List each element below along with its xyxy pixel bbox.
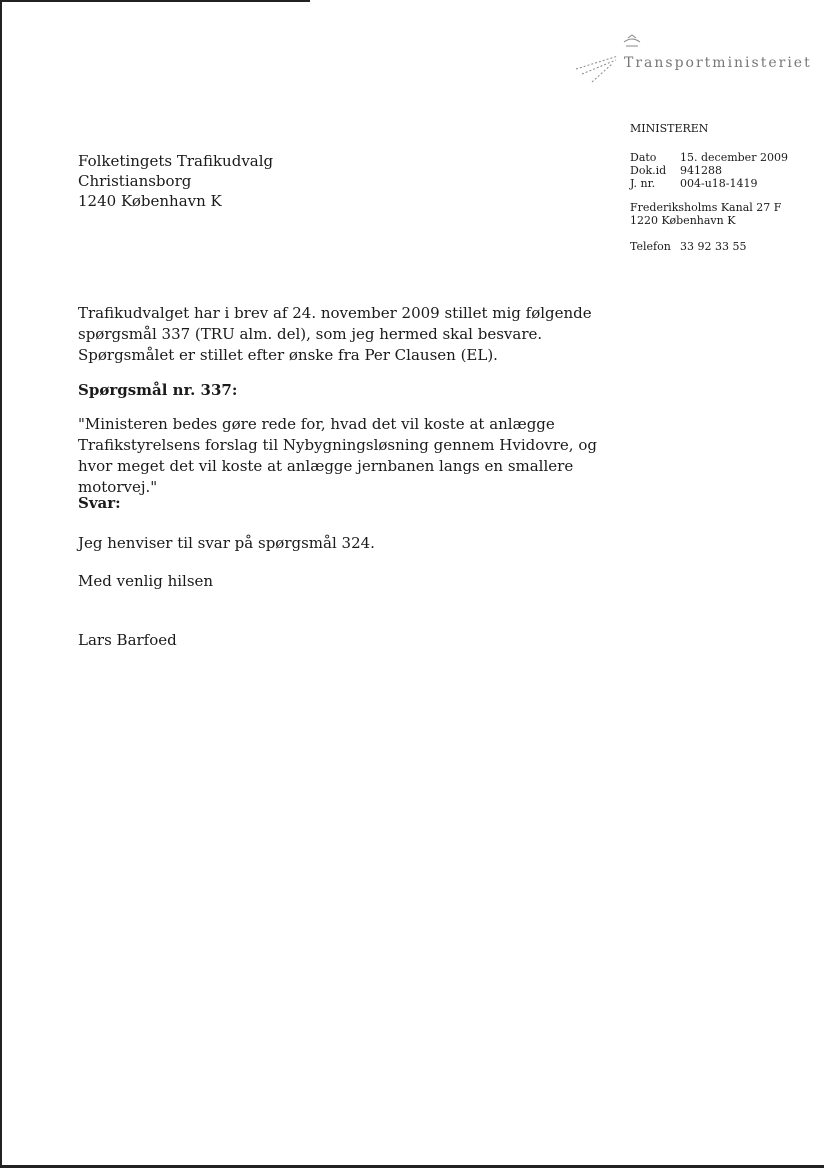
signature: Lars Barfoed — [78, 631, 177, 649]
recipient-address: Folketingets Trafikudvalg Christiansborg 1240 København K — [78, 152, 274, 210]
meta-row-date: Dato 15. december 2009 — [630, 151, 788, 164]
sender-phone: Telefon 33 92 33 55 — [630, 240, 747, 253]
ministry-logo — [572, 34, 812, 94]
top-rule — [0, 0, 310, 2]
answer-text: Jeg henviser til svar på spørgsmål 324. — [78, 534, 375, 552]
logo-wordmark: Transportministeriet — [624, 55, 812, 71]
closing-text: Med venlig hilsen — [78, 572, 214, 590]
question-text: "Ministeren bedes gøre rede for, hvad det vil koste at anlægge Trafikstyrelsens forslag til Nybygningsløsning gennem Hvidovre, og hvor meget det vil koste at anlægge jernbanen langs en smallere motorvej." — [78, 415, 597, 496]
intro-paragraph: Trafikudvalget har i brev af 24. november 2009 stillet mig følgende spørgsmål 337 (TRU alm. del), som jeg hermed skal besvare. Spørgsmålet er stillet efter ønske fra Per Clausen (EL). — [78, 304, 592, 364]
document-meta — [630, 151, 788, 190]
answer-heading: Svar: — [78, 494, 121, 512]
question-heading: Spørgsmål nr. 337: — [78, 381, 238, 399]
meta-row-journal: J. nr. 004-u18-1419 — [630, 177, 758, 190]
meta-row-docid: Dok.id 941288 — [630, 164, 722, 177]
sender-address: Frederiksholms Kanal 27 F 1220 København K — [630, 201, 782, 227]
office-label: MINISTEREN — [630, 122, 709, 135]
